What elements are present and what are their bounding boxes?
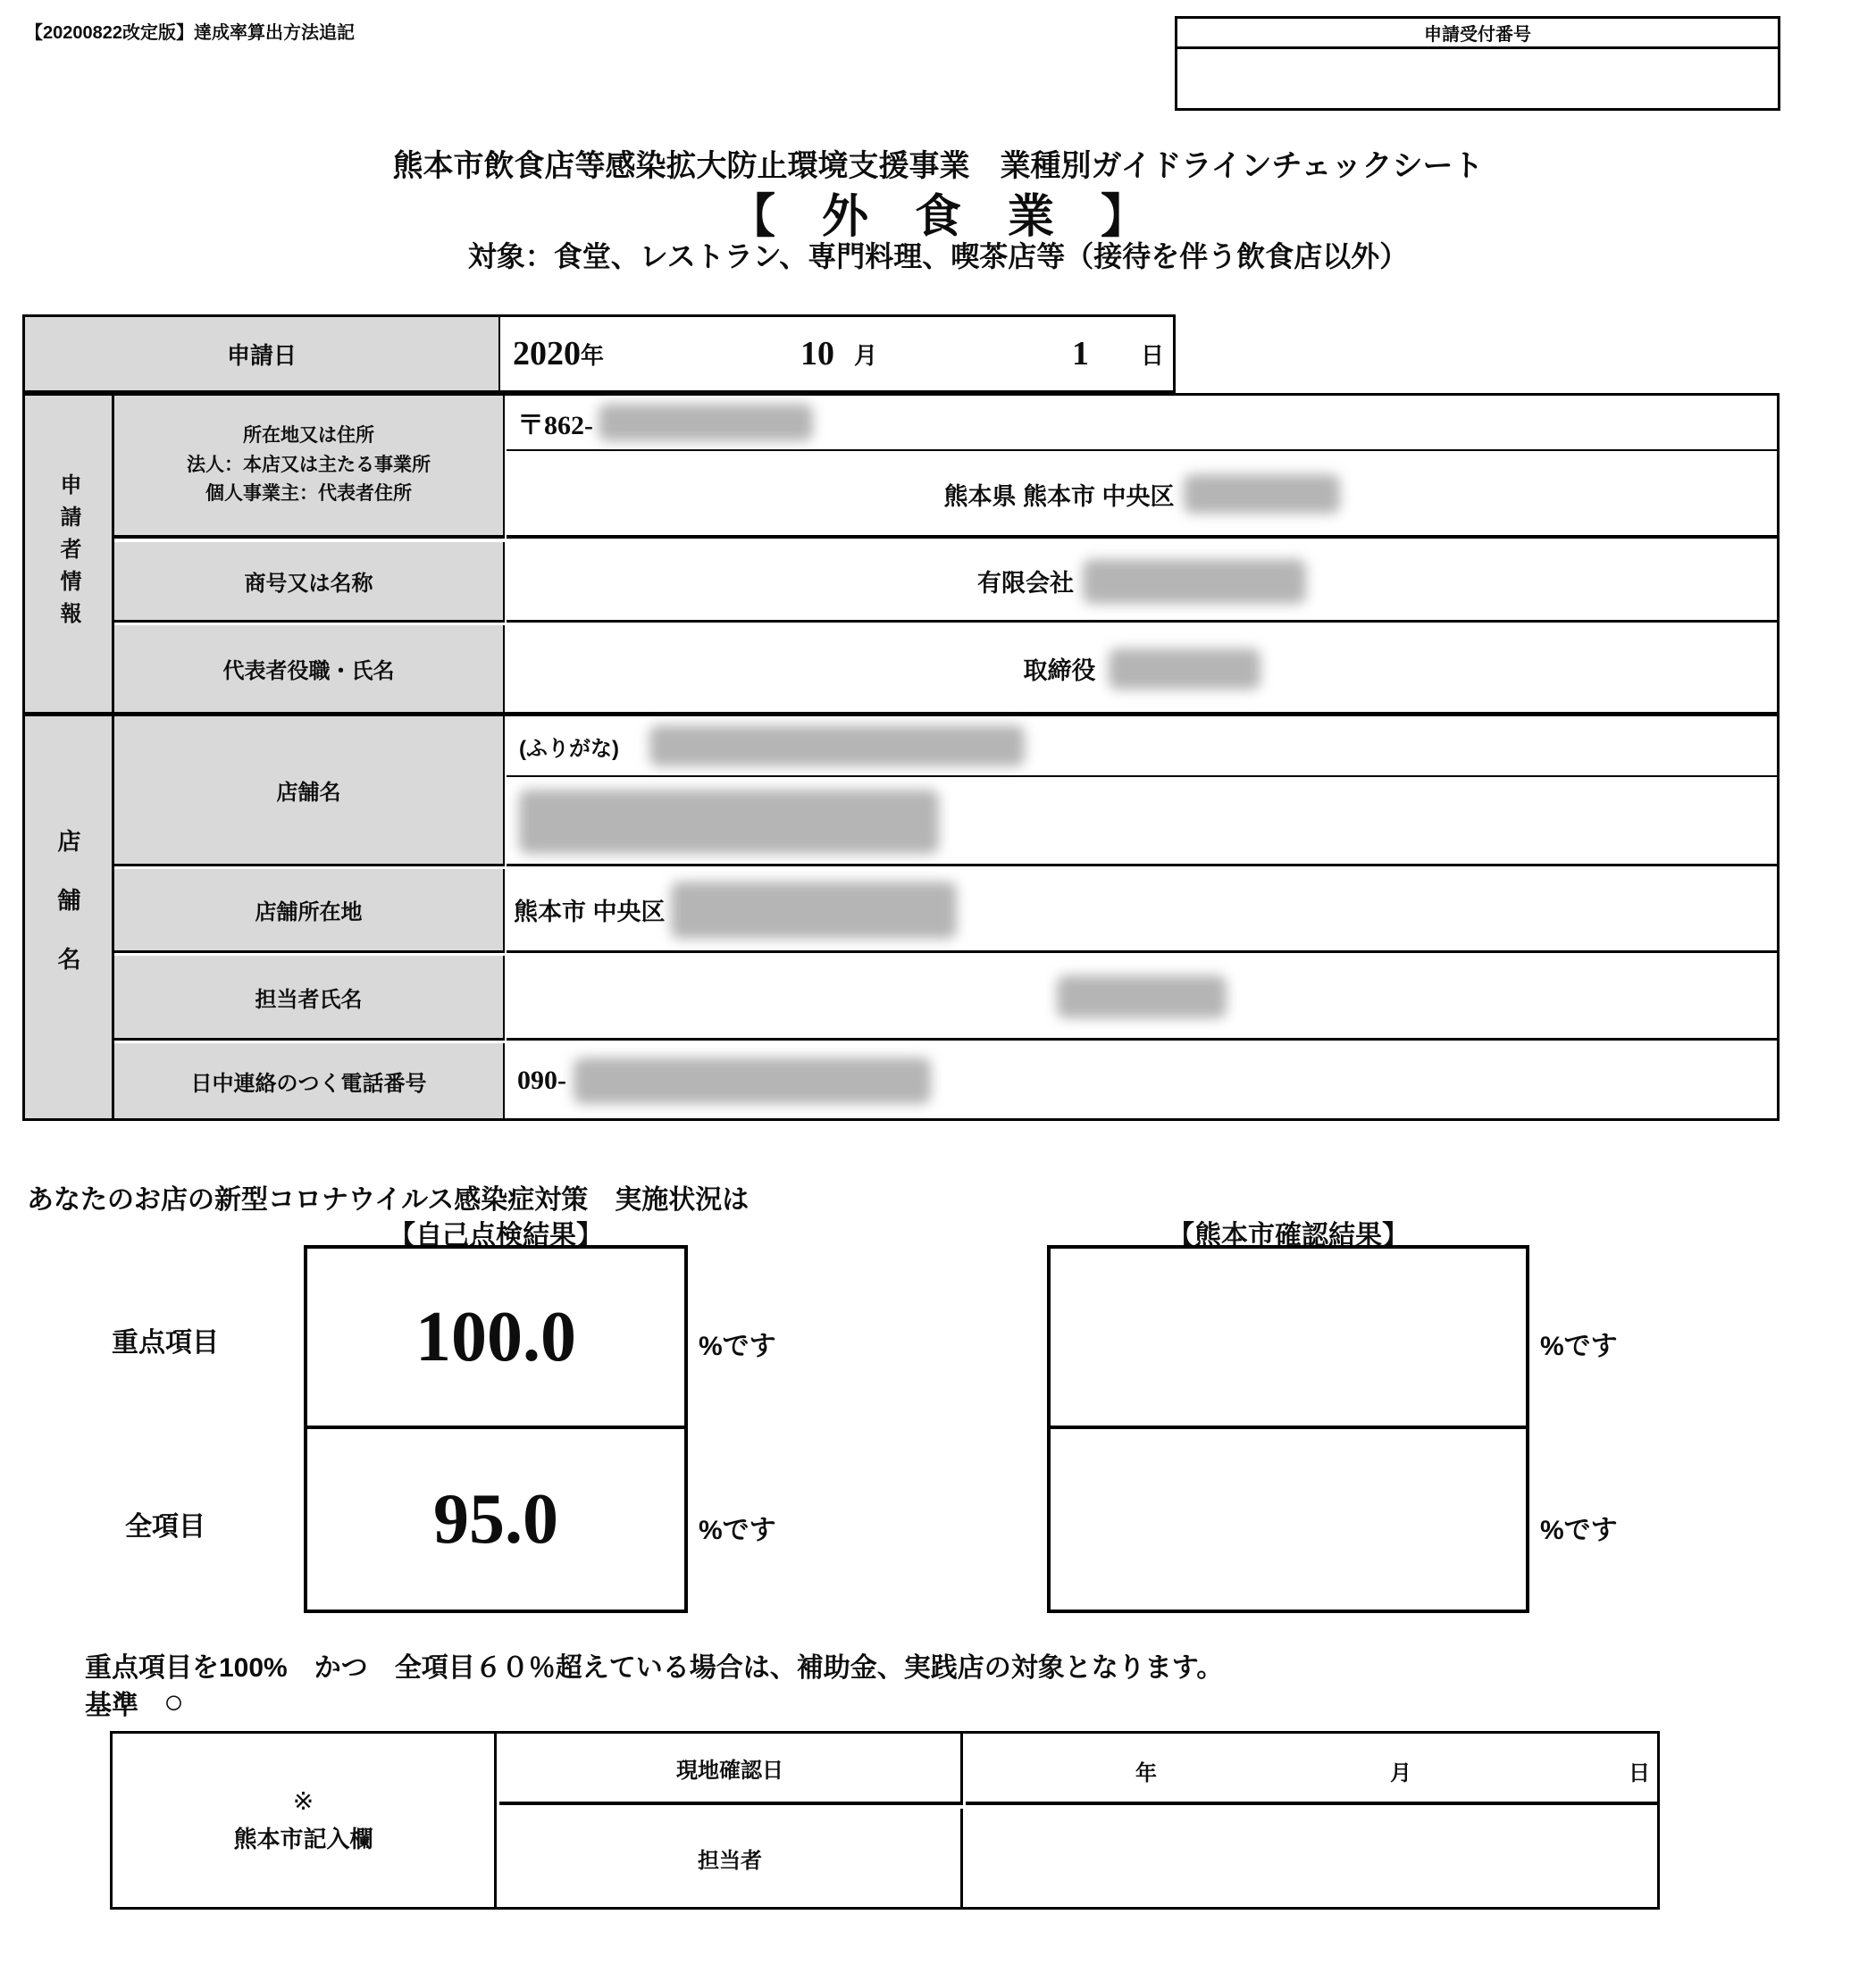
receipt-number-label: 申請受付番号 (1177, 19, 1778, 49)
industry-title: 【 外 食 業 】 (728, 191, 1147, 243)
all-items-rate-cell (307, 1429, 684, 1610)
redacted-shop-address (671, 882, 957, 939)
city-check-box (1047, 1245, 1529, 1613)
company-value-cell (507, 542, 1777, 623)
receipt-number-value-area (1177, 49, 1778, 108)
priority-rate-value: 100.0 (415, 1297, 576, 1376)
month-value: 10 (800, 335, 834, 372)
applicant-section-label: 申請者情報 (56, 473, 80, 634)
shop-address-value: 熊本市 中央区 (514, 899, 666, 925)
city-priority-rate-cell (1051, 1249, 1526, 1429)
priority-rate-cell (307, 1249, 684, 1429)
criteria-label: 基準 (85, 1691, 138, 1720)
revision-note: 【20200822改定版】達成率算出方法追記 (25, 23, 355, 43)
self-check-box (304, 1245, 688, 1613)
redacted-postal-code (599, 404, 813, 441)
address-label-line1: 所在地又は住所 (243, 425, 374, 447)
shop-section-cell (25, 716, 114, 1118)
shop-name-value-cell (507, 779, 1777, 866)
day-value: 1 (1072, 335, 1089, 372)
redacted-representative-name (1109, 648, 1260, 690)
address-label-line2: 法人：本店又は主たる事業所 (187, 454, 431, 475)
target-note: 対象：食堂、レストラン、専門料理、喫茶店等（接待を伴う飲食店以外） (467, 240, 1409, 272)
shop-address-value-cell (507, 869, 1777, 953)
visit-month-unit: 月 (1390, 1761, 1411, 1785)
redacted-address (1184, 474, 1340, 514)
phone-value: 090- (517, 1066, 566, 1095)
self-all-percent-unit: %です (699, 1516, 776, 1545)
visit-day-unit: 日 (1629, 1761, 1650, 1785)
city-entry-side-mark: ※ (292, 1787, 314, 1815)
site-visit-date-value (966, 1734, 1657, 1805)
staff-label: 担当者 (499, 1809, 963, 1907)
address-value: 熊本県 熊本市 中央区 (943, 482, 1175, 510)
application-date-value (500, 314, 1176, 393)
address-value-cell (507, 453, 1777, 539)
self-priority-percent-unit: %です (699, 1332, 776, 1361)
day-unit: 日 (1141, 341, 1165, 369)
staff-value (966, 1809, 1657, 1907)
furigana-cell (507, 716, 1777, 777)
redacted-company-name (1083, 559, 1306, 604)
city-priority-percent-unit: %です (1540, 1332, 1618, 1361)
city-entry-side-label: 熊本市記入欄 (233, 1826, 373, 1852)
criteria-mark: ○ (163, 1683, 184, 1721)
city-entry-box (110, 1731, 1660, 1910)
contact-person-value-cell (507, 956, 1777, 1041)
results-intro: あなたのお店の新型コロナウイルス感染症対策 実施状況は (27, 1185, 750, 1215)
criteria-note: 重点項目を100% かつ 全項目６０％超えている場合は、補助金、実践店の対象となります。 (85, 1653, 1224, 1683)
city-all-percent-unit: %です (1540, 1516, 1618, 1545)
self-check-title: 【自己点検結果】 (389, 1221, 603, 1250)
applicant-shop-table (22, 393, 1780, 1121)
priority-items-label: 重点項目 (112, 1328, 219, 1358)
phone-value-cell (507, 1043, 1777, 1118)
all-items-rate-value: 95.0 (433, 1479, 558, 1559)
redacted-shop-name (519, 790, 939, 854)
address-label-cell (114, 396, 505, 539)
city-all-rate-cell (1051, 1429, 1526, 1610)
all-items-label: 全項目 (125, 1512, 205, 1542)
company-value: 有限会社 (977, 570, 1074, 597)
address-label-line3: 個人事業主：代表者住所 (205, 483, 412, 505)
redacted-phone-number (574, 1058, 931, 1104)
city-entry-side-cell (113, 1734, 497, 1907)
redacted-contact-person (1057, 975, 1227, 1018)
shop-address-label: 店舗所在地 (114, 869, 505, 953)
application-date-label: 申請日 (22, 314, 500, 393)
year-unit: 年 (581, 341, 605, 369)
shop-name-label: 店舗名 (114, 716, 505, 866)
city-check-title: 【熊本市確認結果】 (1168, 1221, 1409, 1250)
applicant-section-cell (25, 396, 114, 712)
phone-label: 日中連絡のつく電話番号 (114, 1043, 505, 1118)
criteria-line (85, 1683, 184, 1722)
redacted-furigana (649, 725, 1025, 766)
year-value: 2020 (513, 335, 581, 372)
representative-value-cell (507, 625, 1777, 712)
contact-person-label: 担当者氏名 (114, 956, 505, 1041)
representative-label: 代表者役職・氏名 (114, 625, 505, 712)
receipt-number-box (1175, 16, 1780, 111)
representative-value: 取締役 (1023, 657, 1096, 684)
company-label: 商号又は名称 (114, 542, 505, 623)
doc-title: 熊本市飲食店等感染拡大防止環境支援事業 業種別ガイドラインチェックシート (392, 149, 1484, 183)
postal-code-cell (507, 396, 1777, 451)
postal-code-value: 〒862- (517, 411, 593, 440)
furigana-label: (ふりがな) (519, 736, 619, 761)
month-unit: 月 (854, 341, 878, 369)
visit-year-unit: 年 (1135, 1761, 1157, 1785)
shop-section-label: 店舗名 (54, 829, 81, 1006)
site-visit-date-label: 現地確認日 (499, 1734, 963, 1805)
